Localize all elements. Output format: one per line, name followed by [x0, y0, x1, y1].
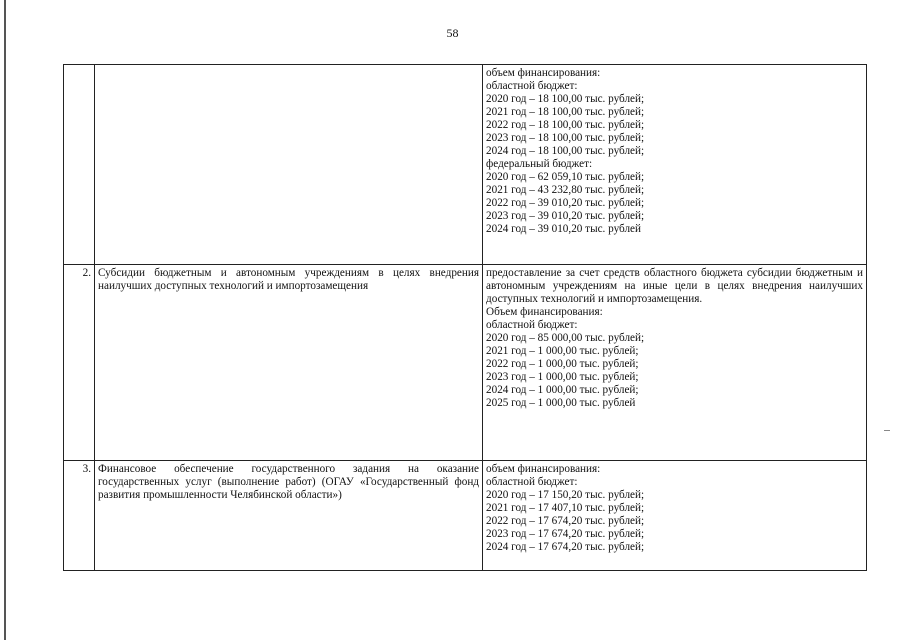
detail-line: 2022 год – 1 000,00 тыс. рублей;: [486, 358, 639, 370]
detail-line: 2023 год – 17 674,20 тыс. рублей;: [486, 528, 645, 540]
detail-line: объем финансирования:: [486, 463, 601, 475]
margin-mark: [884, 430, 890, 431]
detail-line: областной бюджет:: [486, 319, 578, 331]
detail-line: 2021 год – 1 000,00 тыс. рублей;: [486, 345, 639, 357]
scan-edge-line: [4, 0, 6, 640]
detail-line: 2023 год – 39 010,20 тыс. рублей;: [486, 210, 645, 222]
detail-line: федеральный бюджет:: [486, 158, 593, 170]
detail-line: 2020 год – 18 100,00 тыс. рублей;: [486, 93, 645, 105]
row-details: [483, 265, 867, 461]
funding-table: [63, 64, 867, 571]
table-row: [64, 265, 867, 461]
detail-line: 2022 год – 18 100,00 тыс. рублей;: [486, 119, 645, 131]
detail-line: 2024 год – 39 010,20 тыс. рублей: [486, 223, 641, 235]
detail-line: 2021 год – 43 232,80 тыс. рублей;: [486, 184, 645, 196]
page-number: 58: [446, 26, 459, 40]
detail-line: 2024 год – 1 000,00 тыс. рублей;: [486, 384, 639, 396]
table-row: [64, 461, 867, 571]
detail-line: Объем финансирования:: [486, 306, 603, 318]
detail-line: 2021 год – 18 100,00 тыс. рублей;: [486, 106, 645, 118]
detail-line: 2022 год – 17 674,20 тыс. рублей;: [486, 515, 645, 527]
row-number: 3.: [64, 461, 95, 571]
detail-line: 2020 год – 62 059,10 тыс. рублей;: [486, 171, 645, 183]
detail-line: областной бюджет:: [486, 476, 578, 488]
row-number: 2.: [64, 265, 95, 461]
detail-line: 2024 год – 17 674,20 тыс. рублей;: [486, 541, 645, 553]
table-row: [64, 65, 867, 265]
detail-intro: предоставление за счет средств областного бюджета субсидии бюджетным и автономным учреждениям на иные цели в целях внедрения наилучших доступных технологий и импортозамещения.: [486, 267, 863, 305]
row-description: Субсидии бюджетным и автономным учреждениям в целях внедрения наилучших доступных технологий и импортозамещения: [95, 265, 483, 461]
detail-line: 2020 год – 85 000,00 тыс. рублей;: [486, 332, 645, 344]
detail-line: 2020 год – 17 150,20 тыс. рублей;: [486, 489, 645, 501]
detail-line: 2021 год – 17 407,10 тыс. рублей;: [486, 502, 645, 514]
row-details: [483, 461, 867, 571]
detail-line: областной бюджет:: [486, 80, 578, 92]
row-description: Финансовое обеспечение государственного задания на оказание государственных услуг (выполнение работ) (ОГАУ «Государственный фонд развития промышленности Челябинской области»): [95, 461, 483, 571]
detail-line: 2025 год – 1 000,00 тыс. рублей: [486, 397, 636, 409]
detail-line: 2022 год – 39 010,20 тыс. рублей;: [486, 197, 645, 209]
detail-line: 2023 год – 1 000,00 тыс. рублей;: [486, 371, 639, 383]
row-details: [483, 65, 867, 265]
row-number: [64, 65, 95, 265]
detail-line: 2023 год – 18 100,00 тыс. рублей;: [486, 132, 645, 144]
detail-line: 2024 год – 18 100,00 тыс. рублей;: [486, 145, 645, 157]
detail-line: объем финансирования:: [486, 67, 601, 79]
row-description: [95, 65, 483, 265]
